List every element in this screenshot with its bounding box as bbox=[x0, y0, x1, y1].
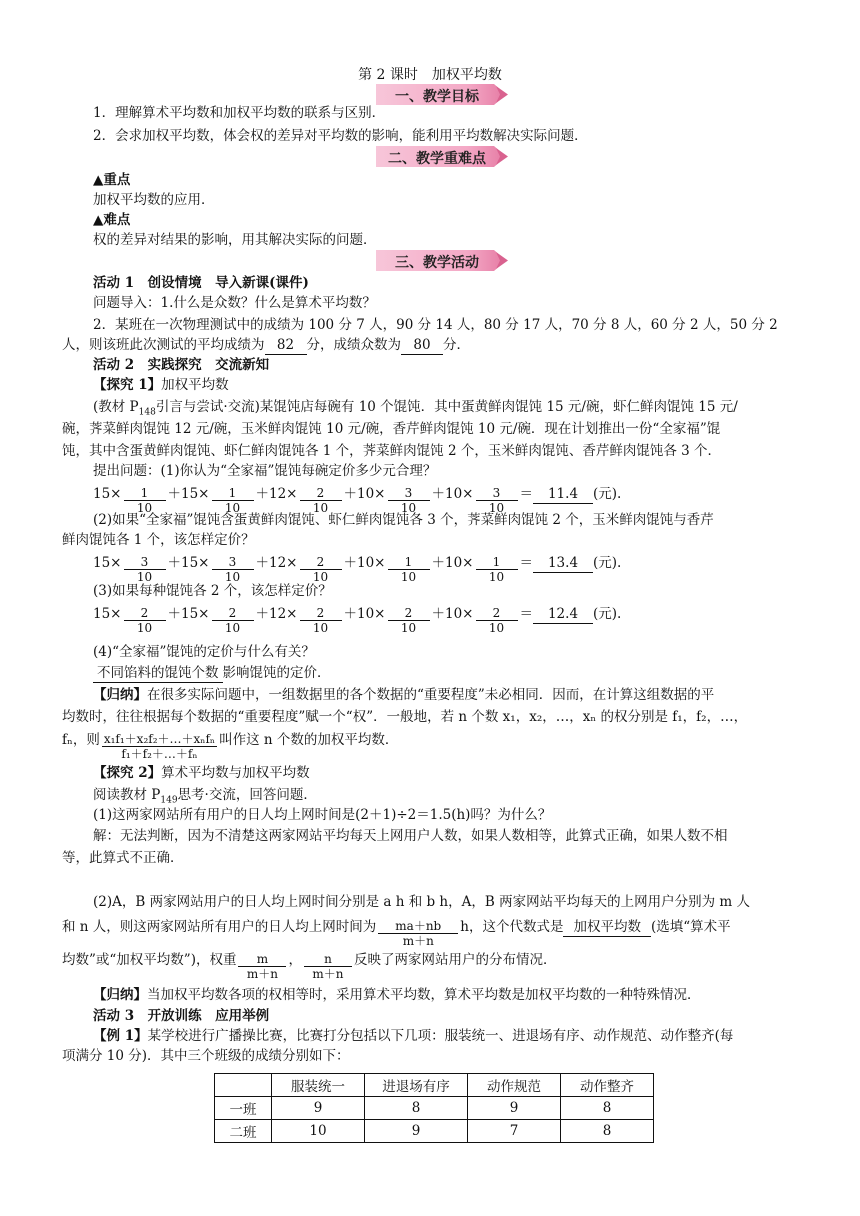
banner-text: 三、教学活动 bbox=[395, 255, 479, 271]
explore-1-para-3: 饨，其中含蛋黄鲜肉馄饨、虾仁鲜肉馄饨各 1 个，荠菜鲜肉馄饨 2 个，玉米鲜肉馄饨、香芹鲜肉馄饨各 3 个． bbox=[62, 443, 722, 459]
explore-1-para-2: 碗，荠菜鲜肉馄饨 12 元/碗，玉米鲜肉馄饨 10 元/碗，香芹鲜肉馄饨 10 元/碗．现在计划推出一份“全家福”馄 bbox=[62, 421, 721, 437]
lesson-title: 第 2 课时 加权平均数 bbox=[358, 67, 502, 83]
explore-1-question-4: (4)“全家福”馄饨的定价与什么有关？ bbox=[93, 644, 315, 660]
goal-2: 2．会求加权平均数，体会权的差异对平均数的影响，能利用平均数解决实际问题． bbox=[93, 128, 588, 144]
table-cell: 二班 bbox=[215, 1120, 272, 1143]
explore-2-question-2-weights: 均数”或“加权平均数”)，权重 $\frac{m}{m+n}$ ， $\frac{n}{m+n}$ 反映了两家网站用户的分布情况． bbox=[62, 952, 557, 981]
answer-blank: 82 bbox=[265, 336, 307, 355]
table-cell: 10 bbox=[272, 1120, 365, 1143]
table-header-cell: 动作整齐 bbox=[561, 1074, 654, 1097]
explore-2-answer-1-cont: 等，此算式不正确． bbox=[62, 850, 184, 866]
table-cell: 8 bbox=[561, 1097, 654, 1120]
answer-blank: 80 bbox=[401, 336, 443, 355]
price-formula-2: 15× $\frac{3}{10}$ ＋15× $\frac{3}{10}$ ＋12× $\frac{2}{10}$ ＋10× $\frac{1}{10}$ ＋10× $\frac{1}{10}$ ＝ 13.4 (元). bbox=[93, 555, 622, 584]
table-header-cell: 动作规范 bbox=[468, 1074, 561, 1097]
explore-1-question-2-cont: 鲜肉馄饨各 1 个，该怎样定价？ bbox=[62, 532, 255, 548]
banner-text: 二、教学重难点 bbox=[388, 151, 486, 167]
table-cell: 9 bbox=[365, 1120, 468, 1143]
summary-1-line-1: 【归纳】在很多实际问题中，一组数据里的各个数据的“重要程度”未必相同．因而，在计算这组数据的平 bbox=[93, 687, 715, 703]
answer-blank: 11.4 bbox=[533, 485, 593, 504]
difficulty-text: 权的差异对结果的影响，用其解决实际的问题． bbox=[93, 232, 377, 248]
table-header-cell: 进退场有序 bbox=[365, 1074, 468, 1097]
table-cell: 7 bbox=[468, 1120, 561, 1143]
table-row bbox=[215, 1097, 654, 1120]
answer-blank: 13.4 bbox=[533, 554, 593, 573]
table-header-cell bbox=[215, 1074, 272, 1097]
summary-1-line-2: 均数时，往往根据每个数据的“重要程度”赋一个“权”．一般地，若 n 个数 x₁，x₂，…，xₙ 的权分别是 f₁，f₂，…， bbox=[62, 709, 748, 725]
explore-2-question-2: (2)A，B 两家网站用户的日人均上网时间分别是 a h 和 b h，A，B 两家网站平均每天的上网用户分别为 m 人 bbox=[93, 894, 750, 910]
activity-1-question-1: 问题导入：1.什么是众数？什么是算术平均数？ bbox=[93, 295, 376, 311]
table-cell: 9 bbox=[272, 1097, 365, 1120]
activity-1-question-2: 2．某班在一次物理测试中的成绩为 100 分 7 人，90 分 14 人，80 分 17 人，70 分 8 人，60 分 2 人，50 分 2 bbox=[93, 317, 778, 333]
explore-2-question-2-cont: 和 n 人，则这两家网站所有用户的日人均上网时间为 $\frac{ma+nb}{m+n}$ h，这个代数式是 加权平均数 (选填“算术平 bbox=[62, 919, 731, 948]
activity-2-heading: 活动 2 实践探究 交流新知 bbox=[93, 357, 270, 373]
section-banner-key-points bbox=[376, 146, 510, 167]
key-text: 加权平均数的应用． bbox=[93, 192, 215, 208]
table-row bbox=[215, 1120, 654, 1143]
summary-1-line-3: fₙ，则 x₁f₁＋x₂f₂＋…＋xₙfₙ f₁＋f₂＋…＋fₙ 叫作这 n 个数的加权平均数． bbox=[62, 732, 399, 761]
score-table bbox=[214, 1073, 654, 1143]
key-heading: ▲重点 bbox=[93, 172, 131, 188]
table-cell: 8 bbox=[561, 1120, 654, 1143]
explore-1-answer-4: 不同馅料的馄饨个数 影响馄饨的定价． bbox=[93, 664, 331, 683]
explore-1-question-1: 提出问题：(1)你认为“全家福”馄饨每碗定价多少元合理？ bbox=[93, 463, 437, 479]
section-banner-activities bbox=[376, 250, 510, 271]
answer-blank: 不同馅料的馄饨个数 bbox=[93, 664, 223, 683]
activity-3-heading: 活动 3 开放训练 应用举例 bbox=[93, 1008, 270, 1024]
table-cell: 8 bbox=[365, 1097, 468, 1120]
explore-2-question-1: (1)这两家网站所有用户的日人均上网时间是(2＋1)÷2＝1.5(h)吗？为什么？ bbox=[93, 807, 552, 823]
example-1-line-1: 【例 1】某学校进行广播操比赛，比赛打分包括以下几项：服装统一、进退场有序、动作规范、动作整齐(每 bbox=[93, 1028, 734, 1044]
explore-2-heading: 【探究 2】算术平均数与加权平均数 bbox=[93, 765, 310, 781]
activity-1-heading: 活动 1 创设情境 导入新课(课件) bbox=[93, 275, 309, 291]
explore-1-question-3: (3)如果每种馄饨各 2 个，该怎样定价？ bbox=[93, 583, 332, 599]
table-cell: 9 bbox=[468, 1097, 561, 1120]
price-formula-1: 15× $\frac{1}{10}$ ＋15× $\frac{1}{10}$ ＋12× $\frac{2}{10}$ ＋10× $\frac{3}{10}$ ＋10× $\frac{3}{10}$ ＝ 11.4 (元). bbox=[93, 486, 622, 515]
example-1-line-2: 项满分 10 分)．其中三个班级的成绩分别如下： bbox=[62, 1048, 350, 1064]
explore-1-heading: 【探究 1】加权平均数 bbox=[93, 377, 229, 393]
difficulty-heading: ▲难点 bbox=[93, 212, 131, 228]
answer-blank: 加权平均数 bbox=[563, 918, 651, 937]
table-header-cell: 服装统一 bbox=[272, 1074, 365, 1097]
explore-1-para-1: (教材 $P_{148}$引言与尝试·交流)某馄饨店每碗有 10 个馄饨．其中蛋黄鲜肉馄饨 15 元/碗，虾仁鲜肉馄饨 15 元/ bbox=[93, 399, 738, 418]
section-banner-goals bbox=[376, 84, 510, 105]
table-header-row bbox=[215, 1074, 654, 1097]
explore-2-answer-1: 解：无法判断，因为不清楚这两家网站平均每天上网用户人数，如果人数相等，此算式正确，如果人数不相 bbox=[93, 828, 728, 844]
answer-blank: 12.4 bbox=[533, 605, 593, 624]
summary-2: 【归纳】当加权平均数各项的权相等时，采用算术平均数，算术平均数是加权平均数的一种特殊情况． bbox=[93, 987, 701, 1003]
explore-2-para: 阅读教材 $P_{149}$思考·交流，回答问题． bbox=[93, 787, 317, 806]
goal-1: 1．理解算术平均数和加权平均数的联系与区别． bbox=[93, 105, 386, 121]
activity-1-question-2-cont: 人，则该班此次测试的平均成绩为 82 分，成绩众数为 80 分． bbox=[62, 337, 470, 353]
banner-text: 一、教学目标 bbox=[395, 89, 479, 105]
explore-1-question-2: (2)如果“全家福”馄饨含蛋黄鲜肉馄饨、虾仁鲜肉馄饨各 3 个，荠菜鲜肉馄饨 2 个，玉米鲜肉馄饨与香芹 bbox=[93, 512, 714, 528]
price-formula-3: 15× $\frac{2}{10}$ ＋15× $\frac{2}{10}$ ＋12× $\frac{2}{10}$ ＋10× $\frac{2}{10}$ ＋10× $\frac{2}{10}$ ＝ 12.4 (元). bbox=[93, 606, 622, 635]
table-cell: 一班 bbox=[215, 1097, 272, 1120]
